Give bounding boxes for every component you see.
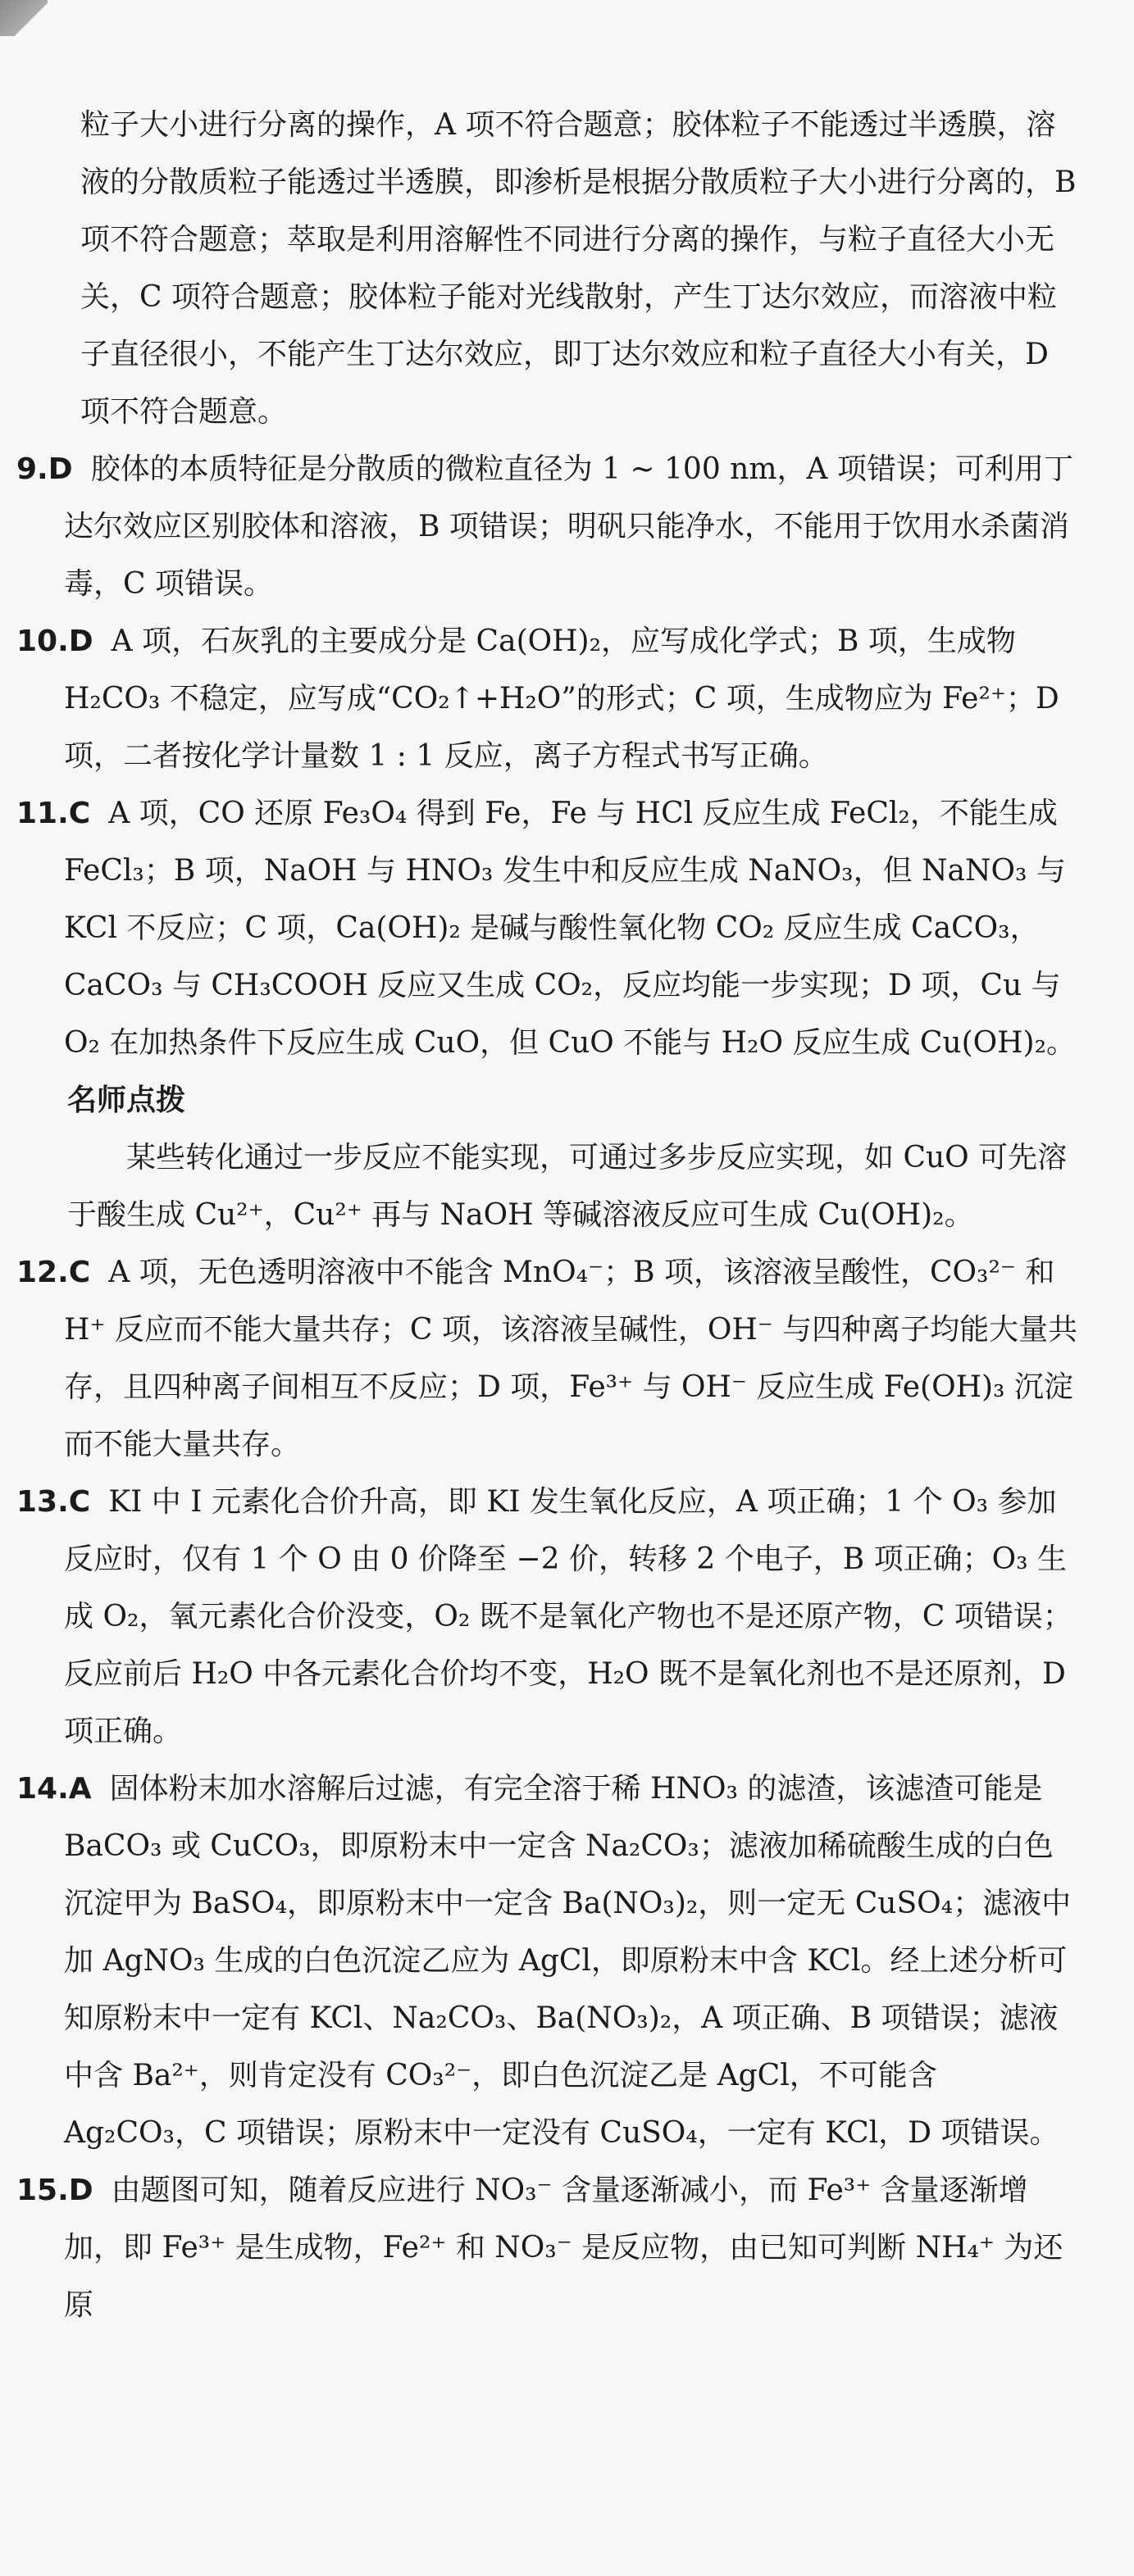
item-answer: C xyxy=(68,797,91,830)
item-explanation: 胶体的本质特征是分散质的微粒直径为 1 ~ 100 nm，A 项错误；可利用丁达尔效应区别胶体和溶液，B 项错误；明矾只能净水，不能用于饮用水杀菌消毒，C 项错误。 xyxy=(64,452,1073,601)
item-number: 9. xyxy=(16,452,48,486)
tip-body: 某些转化通过一步反应不能实现，可通过多步反应实现，如 CuO 可先溶于酸生成 Cu²⁺，Cu²⁺ 再与 NaOH 等碱溶液反应可生成 Cu(OH)₂。 xyxy=(67,1141,1068,1232)
item-explanation: KI 中 I 元素化合价升高，即 KI 发生氧化反应，A 项正确；1 个 O₃ 参加反应时，仅有 1 个 O 由 0 价降至 −2 价，转移 2 个电子，B 项正确；O₃ 生成 O₂，氧元素化合价没变，O₂ 既不是氧化产物也不是还原产物，C 项错误；反应前后 H₂O 中各元素化合价均不变，H₂O 既不是氧化剂也不是还原剂，D 项正确。 xyxy=(64,1485,1073,1748)
answer-item-9 xyxy=(16,441,1082,613)
answer-item-14 xyxy=(16,1760,1082,2162)
item-number: 11. xyxy=(16,797,69,830)
item-answer: D xyxy=(68,2174,93,2207)
item-explanation: A 项，CO 还原 Fe₃O₄ 得到 Fe，Fe 与 HCl 反应生成 FeCl₂，不能生成 FeCl₃；B 项，NaOH 与 HNO₃ 发生中和反应生成 NaNO₃，但 NaNO₃ 与 KCl 不反应；C 项，Ca(OH)₂ 是碱与酸性氧化物 CO₂ 反应生成 CaCO₃，CaCO₃ 与 CH₃COOH 反应又生成 CO₂，反应均能一步实现；D 项，Cu 与 O₂ 在加热条件下反应生成 CuO，但 CuO 不能与 H₂O 反应生成 Cu(OH)₂。 xyxy=(64,797,1077,1060)
item-number: 13. xyxy=(16,1485,69,1519)
answer-page xyxy=(16,97,1082,2334)
item-explanation: A 项，石灰乳的主要成分是 Ca(OH)₂，应写成化学式；B 项，生成物 H₂CO₃ 不稳定，应写成“CO₂↑+H₂O”的形式；C 项，生成物应为 Fe²⁺；D 项，二者按化学计量数 1 : 1 反应，离子方程式书写正确。 xyxy=(64,625,1059,773)
item-number: 15. xyxy=(16,2174,69,2207)
item-number: 12. xyxy=(16,1256,69,1289)
corner-scan-mark xyxy=(0,0,48,36)
answer-item-15 xyxy=(16,2162,1082,2334)
item-answer: D xyxy=(48,452,73,486)
answer-item-11 xyxy=(16,785,1082,1072)
answer-item-10 xyxy=(16,613,1082,785)
item-number: 14. xyxy=(16,1772,69,1806)
item-answer: C xyxy=(68,1485,91,1519)
item-answer: C xyxy=(68,1256,91,1289)
item-explanation: A 项，无色透明溶液中不能含 MnO₄⁻；B 项，该溶液呈酸性，CO₃²⁻ 和 H⁺ 反应而不能大量共存；C 项，该溶液呈碱性，OH⁻ 与四种离子均能大量共存，且四种离子间相互不反应；D 项，Fe³⁺ 与 OH⁻ 反应生成 Fe(OH)₃ 沉淀而不能大量共存。 xyxy=(64,1256,1078,1461)
tip-heading: 名师点拨 xyxy=(67,1084,186,1117)
continuation-paragraph: 粒子大小进行分离的操作，A 项不符合题意；胶体粒子不能透过半透膜，溶液的分散质粒子能透过半透膜，即渗析是根据分散质粒子大小进行分离的，B 项不符合题意；萃取是利用溶解性不同进行分离的操作，与粒子直径大小无关，C 项符合题意；胶体粒子能对光线散射，产生丁达尔效应，而溶液中粒子直径很小，不能产生丁达尔效应，即丁达尔效应和粒子直径大小有关，D 项不符合题意。 xyxy=(80,108,1077,429)
item-explanation: 固体粉末加水溶解后过滤，有完全溶于稀 HNO₃ 的滤渣，该滤渣可能是 BaCO₃ 或 CuCO₃，即原粉末中一定含 Na₂CO₃；滤液加稀硫酸生成的白色沉淀甲为 BaSO₄，即原粉末中一定含 Ba(NO₃)₂，则一定无 CuSO₄；滤液中加 AgNO₃ 生成的白色沉淀乙应为 AgCl，即原粉末中含 KCl。经上述分析可知原粉末中一定有 KCl、Na₂CO₃、Ba(NO₃)₂，A 项正确、B 项错误；滤液中含 Ba²⁺，则肯定没有 CO₃²⁻，即白色沉淀乙是 AgCl，不可能含 Ag₂CO₃，C 项错误；原粉末中一定没有 CuSO₄，一定有 KCl，D 项错误。 xyxy=(64,1772,1072,2150)
item-number: 10. xyxy=(16,625,69,658)
answer-item-13 xyxy=(16,1474,1082,1760)
item-answer: D xyxy=(68,625,93,658)
answer-item-12 xyxy=(16,1244,1082,1474)
item-explanation: 由题图可知，随着反应进行 NO₃⁻ 含量逐渐减小，而 Fe³⁺ 含量逐渐增加，即 Fe³⁺ 是生成物，Fe²⁺ 和 NO₃⁻ 是反应物，由已知可判断 NH₄⁺ 为还原 xyxy=(64,2174,1063,2322)
item-answer: A xyxy=(68,1772,92,1806)
